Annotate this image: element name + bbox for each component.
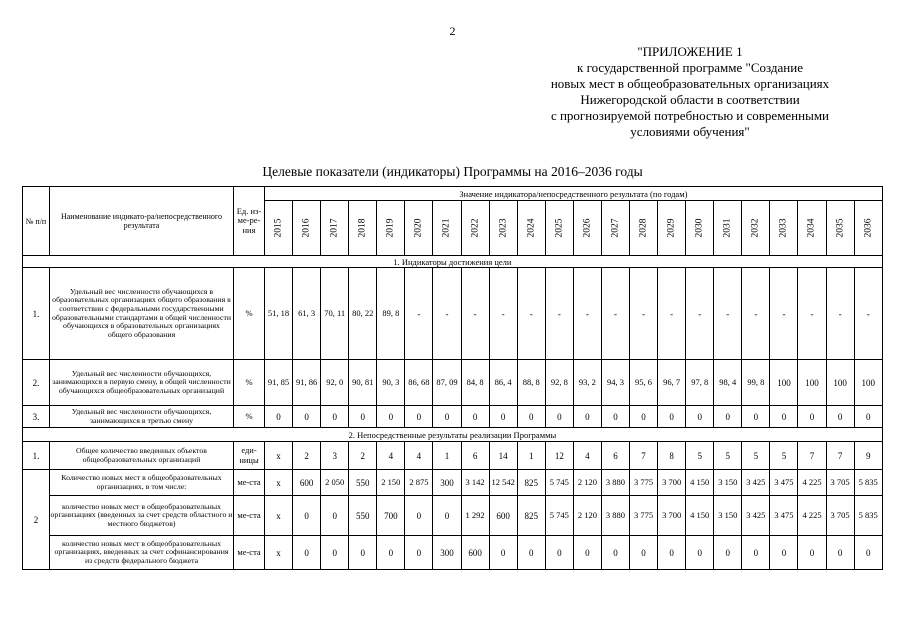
value-cell: 0 [826,406,854,428]
value-cell: 0 [545,536,573,570]
value-cell: 51, 18 [265,268,293,360]
value-cell: 3 150 [714,496,742,536]
indicator-name: Общее количество введенных объектов общеобразовательных организаций [50,442,234,470]
section-row [23,428,883,442]
value-cell: 0 [405,496,433,536]
header-year [321,201,349,256]
value-cell: - [433,268,461,360]
value-cell: 600 [293,470,321,496]
value-cell: 1 [433,442,461,470]
value-cell: 0 [742,536,770,570]
value-cell: 0 [377,406,405,428]
value-cell: 0 [377,536,405,570]
value-cell: 0 [433,496,461,536]
appendix-header [480,44,900,140]
value-cell: 3 705 [826,496,854,536]
row-num: 2 [23,470,50,570]
indicator-name: Удельный вес численности обучающихся в образовательных организациях общего образования в соответствии с федеральными государственными образовательными стандартами в общей численности обучающихся в образовательных организациях общего образования [50,268,234,360]
value-cell: 300 [433,470,461,496]
appendix-line: новых мест в общеобразовательных организациях [550,76,830,91]
header-year-label: 2025 [554,218,565,238]
value-cell: 91, 86 [293,360,321,406]
value-cell: 700 [377,496,405,536]
value-cell: 3 700 [658,470,686,496]
header-year [742,201,770,256]
appendix-line: условиями обучения" [630,124,750,139]
value-cell: 0 [601,406,629,428]
value-cell: - [854,268,882,360]
value-cell: 6 [601,442,629,470]
value-cell: 0 [349,536,377,570]
indicator-name: Удельный вес численности обучающихся, занимающихся в третью смену [50,406,234,428]
appendix-line: "ПРИЛОЖЕНИЕ 1 [637,44,743,59]
value-cell: 0 [742,406,770,428]
value-cell: 3 705 [826,470,854,496]
value-cell: 550 [349,470,377,496]
table-row [23,496,883,536]
value-cell: 2 [293,442,321,470]
value-cell: 5 835 [854,470,882,496]
header-year [433,201,461,256]
unit-cell: % [234,268,265,360]
header-year-label: 2029 [666,218,677,238]
value-cell: 7 [798,442,826,470]
value-cell: 0 [658,536,686,570]
value-cell: - [630,268,658,360]
value-cell: 4 [573,442,601,470]
value-cell: 6 [461,442,489,470]
row-num: 1. [23,268,50,360]
value-cell: 12 542 [489,470,517,496]
value-cell: 0 [630,406,658,428]
value-cell: 300 [433,536,461,570]
value-cell: 3 [321,442,349,470]
value-cell: 0 [489,406,517,428]
value-cell: 3 775 [630,470,658,496]
value-cell: - [658,268,686,360]
value-cell: - [517,268,545,360]
header-year-label: 2016 [301,218,312,238]
unit-cell: % [234,360,265,406]
table-row [23,360,883,406]
header-year [489,201,517,256]
appendix-line: с прогнозируемой потребностью и современными [550,108,830,123]
value-cell: 2 875 [405,470,433,496]
value-cell: 2 120 [573,470,601,496]
value-cell: 80, 22 [349,268,377,360]
value-cell: 1 292 [461,496,489,536]
value-cell: 0 [545,406,573,428]
unit-cell: ме-ста [234,470,265,496]
header-year [293,201,321,256]
value-cell: 96, 7 [658,360,686,406]
value-cell: 7 [826,442,854,470]
value-cell: 3 425 [742,496,770,536]
table-row [23,406,883,428]
value-cell: х [265,470,293,496]
header-year [377,201,405,256]
row-num: 1. [23,442,50,470]
value-cell: 3 425 [742,470,770,496]
table-row [23,268,883,360]
value-cell: 9 [854,442,882,470]
value-cell: 0 [321,496,349,536]
value-cell: 5 [770,442,798,470]
value-cell: 7 [630,442,658,470]
value-cell: 4 150 [686,470,714,496]
header-year-label: 2015 [273,218,284,238]
value-cell: 2 050 [321,470,349,496]
header-year [545,201,573,256]
value-cell: 93, 2 [573,360,601,406]
value-cell: 70, 11 [321,268,349,360]
value-cell: 0 [686,536,714,570]
value-cell: - [742,268,770,360]
header-year-label: 2032 [750,218,761,238]
indicators-table [22,186,883,570]
value-cell: 550 [349,496,377,536]
header-year-label: 2021 [442,218,453,238]
value-cell: 0 [517,536,545,570]
value-cell: 600 [461,536,489,570]
header-year [461,201,489,256]
value-cell: - [489,268,517,360]
value-cell: 3 775 [630,496,658,536]
value-cell: 0 [798,406,826,428]
appendix-line: к государственной программе "Создание [577,60,803,75]
value-cell: 4 225 [798,470,826,496]
value-cell: 0 [321,406,349,428]
value-cell: 2 [349,442,377,470]
value-cell: 100 [826,360,854,406]
value-cell: 88, 8 [517,360,545,406]
value-cell: 0 [321,536,349,570]
value-cell: 100 [854,360,882,406]
value-cell: 0 [293,496,321,536]
header-year-label: 2026 [582,218,593,238]
value-cell: 100 [770,360,798,406]
value-cell: 3 475 [770,496,798,536]
section-title: 2. Непосредственные результаты реализации Программы [23,428,883,442]
value-cell: - [405,268,433,360]
value-cell: 0 [770,406,798,428]
value-cell: 825 [517,470,545,496]
value-cell: 4 [377,442,405,470]
value-cell: 61, 3 [293,268,321,360]
appendix-line: Нижегородской области в соответствии [580,92,800,107]
header-year [601,201,629,256]
header-year [714,201,742,256]
value-cell: 0 [630,536,658,570]
value-cell: 98, 4 [714,360,742,406]
value-cell: 87, 09 [433,360,461,406]
header-year [405,201,433,256]
table-row [23,442,883,470]
header-year [826,201,854,256]
header-year-label: 2017 [329,218,340,238]
value-cell: - [573,268,601,360]
header-year-label: 2030 [694,218,705,238]
header-year-label: 2031 [722,218,733,238]
value-cell: 0 [433,406,461,428]
value-cell: 2 120 [573,496,601,536]
header-unit: Ед. из-ме-ре-ния [234,187,265,256]
value-cell: 0 [349,406,377,428]
value-cell: 5 745 [545,496,573,536]
value-cell: 4 225 [798,496,826,536]
value-cell: - [601,268,629,360]
header-year-label: 2035 [835,218,846,238]
value-cell: 3 880 [601,496,629,536]
value-cell: 1 [517,442,545,470]
value-cell: 86, 68 [405,360,433,406]
indicator-name: Количество новых мест в общеобразовательных организациях, в том числе: [50,470,234,496]
value-cell: 0 [517,406,545,428]
value-cell: 3 150 [714,470,742,496]
header-year [854,201,882,256]
header-year [630,201,658,256]
header-year-label: 2028 [638,218,649,238]
header-year-label: 2019 [385,218,396,238]
value-cell: 600 [489,496,517,536]
value-cell: 0 [770,536,798,570]
header-year [798,201,826,256]
value-cell: 2 150 [377,470,405,496]
value-cell: 8 [658,442,686,470]
header-year [658,201,686,256]
value-cell: 14 [489,442,517,470]
value-cell: 0 [573,536,601,570]
value-cell: 0 [405,536,433,570]
value-cell: - [798,268,826,360]
value-cell: - [545,268,573,360]
value-cell: - [826,268,854,360]
value-cell: 5 745 [545,470,573,496]
value-cell: 5 [714,442,742,470]
value-cell: х [265,442,293,470]
row-num: 2. [23,360,50,406]
value-cell: 0 [265,406,293,428]
value-cell: 97, 8 [686,360,714,406]
value-cell: 86, 4 [489,360,517,406]
value-cell: 89, 8 [377,268,405,360]
value-cell: 0 [405,406,433,428]
indicator-name: Удельный вес численности обучающихся, занимающихся в первую смену, в общей численности обучающихся общеобразовательных организаций [50,360,234,406]
table-row [23,536,883,570]
value-cell: 4 [405,442,433,470]
header-year-label: 2024 [526,218,537,238]
header-year-label: 2023 [498,218,509,238]
header-num: № п/п [23,187,50,256]
value-cell: 100 [798,360,826,406]
table-row [23,470,883,496]
header-year-label: 2033 [778,218,789,238]
value-cell: 0 [714,406,742,428]
header-name: Наименование индикато-ра/непосредственного результата [50,187,234,256]
section-title: 1. Индикаторы достижения цели [23,256,883,268]
value-cell: - [686,268,714,360]
unit-cell: ме-ста [234,536,265,570]
header-year [770,201,798,256]
unit-cell: еди-ницы [234,442,265,470]
value-cell: 0 [798,536,826,570]
value-cell: 0 [826,536,854,570]
value-cell: 99, 8 [742,360,770,406]
value-cell: 92, 8 [545,360,573,406]
indicator-name: количество новых мест в общеобразовательных организациях, введенных за счет софинансирования из средств федерального бюджета [50,536,234,570]
value-cell: х [265,536,293,570]
value-cell: 0 [293,406,321,428]
value-cell: 0 [461,406,489,428]
header-year-label: 2034 [807,218,818,238]
value-cell: 0 [686,406,714,428]
value-cell: 5 835 [854,496,882,536]
indicator-name: количество новых мест в общеобразовательных организациях (введенных за счет средств областного и местного бюджетов) [50,496,234,536]
value-cell: 5 [686,442,714,470]
value-cell: 84, 8 [461,360,489,406]
header-year [265,201,293,256]
value-cell: 90, 3 [377,360,405,406]
value-cell: 91, 85 [265,360,293,406]
header-year-label: 2020 [413,218,424,238]
header-year [686,201,714,256]
value-cell: 3 142 [461,470,489,496]
value-cell: 4 150 [686,496,714,536]
header-year [573,201,601,256]
value-cell: х [265,496,293,536]
value-cell: 0 [854,536,882,570]
header-year [517,201,545,256]
value-cell: 0 [601,536,629,570]
value-cell: 0 [658,406,686,428]
value-cell: 90, 81 [349,360,377,406]
unit-cell: % [234,406,265,428]
value-cell: 3 475 [770,470,798,496]
value-cell: 825 [517,496,545,536]
header-year-label: 2018 [357,218,368,238]
value-cell: 3 880 [601,470,629,496]
value-cell: 12 [545,442,573,470]
section-row [23,256,883,268]
document-title: Целевые показатели (индикаторы) Программы на 2016–2036 годы [262,164,643,179]
value-cell: 5 [742,442,770,470]
header-year-label: 2022 [470,218,481,238]
header-values-caption: Значение индикатора/непосредственного результата (по годам) [265,187,883,201]
value-cell: 0 [714,536,742,570]
unit-cell: ме-ста [234,496,265,536]
value-cell: 0 [489,536,517,570]
value-cell: 92, 0 [321,360,349,406]
value-cell: 0 [293,536,321,570]
value-cell: 0 [854,406,882,428]
value-cell: - [714,268,742,360]
value-cell: 0 [573,406,601,428]
value-cell: - [461,268,489,360]
value-cell: 3 700 [658,496,686,536]
value-cell: - [770,268,798,360]
header-year-label: 2027 [610,218,621,238]
page-number: 2 [449,24,456,38]
value-cell: 95, 6 [630,360,658,406]
value-cell: 94, 3 [601,360,629,406]
header-year-label: 2036 [863,218,874,238]
header-year [349,201,377,256]
row-num: 3. [23,406,50,428]
